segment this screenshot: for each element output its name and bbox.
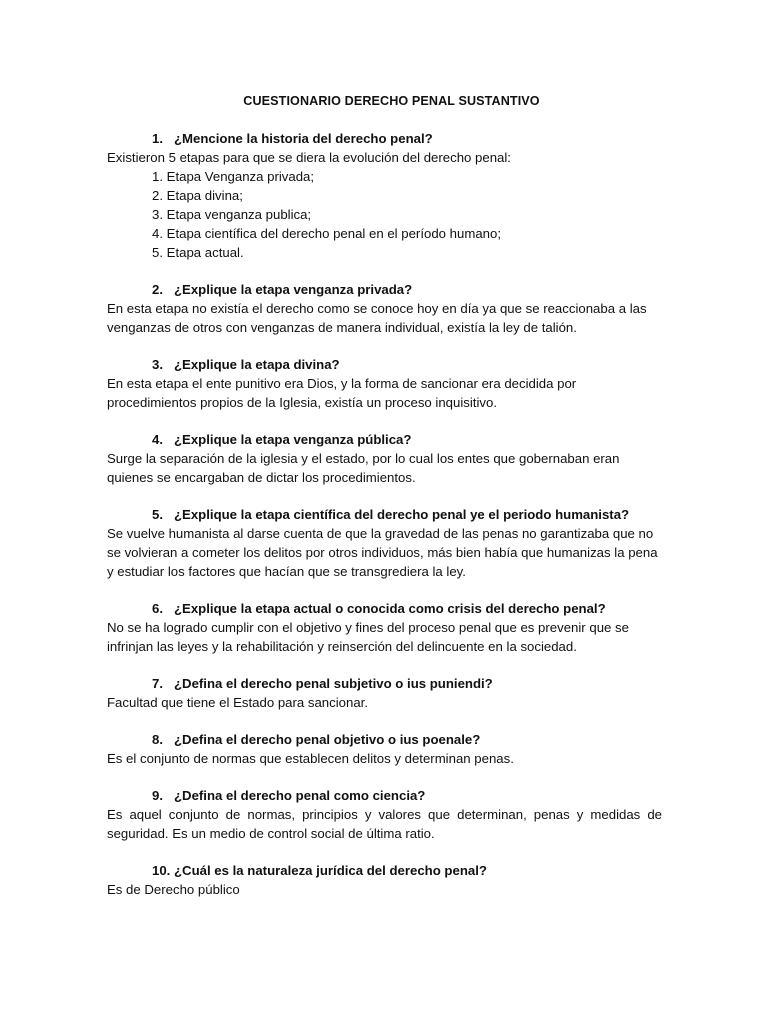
document-title: CUESTIONARIO DERECHO PENAL SUSTANTIVO (243, 94, 540, 108)
question-text: ¿Explique la etapa científica del derecho penal ye el periodo humanista? (174, 507, 630, 522)
answer-text: Es de Derecho público (107, 882, 240, 897)
question-number: 4. (152, 432, 163, 447)
list-item: 2. Etapa divina; (152, 188, 243, 203)
list-item: 5. Etapa actual. (152, 245, 244, 260)
list-item: 4. Etapa científica del derecho penal en el período humano; (152, 226, 501, 241)
answer-text: Es el conjunto de normas que establecen delitos y determinan penas. (107, 751, 514, 766)
question-text: ¿Explique la etapa venganza privada? (174, 282, 413, 297)
answer-text: Existieron 5 etapas para que se diera la evolución del derecho penal: (107, 150, 511, 165)
question-number: 6. (152, 601, 163, 616)
question-number: 8. (152, 732, 163, 747)
question-heading (107, 674, 662, 693)
question-number: 9. (152, 788, 163, 803)
question-number: 5. (152, 507, 163, 522)
question-block-9 (107, 786, 662, 843)
answer-text: Es aquel conjunto de normas, principios y valores que determinan, penas y medidas de seguridad. Es un medio de control social de última ratio. (107, 807, 662, 841)
question-heading (107, 355, 662, 374)
question-text: ¿Explique la etapa actual o conocida como crisis del derecho penal? (174, 601, 606, 616)
question-number: 7. (152, 676, 163, 691)
question-text: ¿Defina el derecho penal como ciencia? (174, 788, 426, 803)
document-page (107, 92, 662, 917)
question-heading (107, 280, 662, 299)
question-block-10 (107, 861, 662, 899)
question-block-3 (107, 355, 662, 412)
answer-text: No se ha logrado cumplir con el objetivo y fines del proceso penal que es prevenir que se infrinjan las leyes y la rehabilitación y reinserción del delincuente en la sociedad. (107, 620, 629, 654)
question-text: ¿Explique la etapa venganza pública? (174, 432, 412, 447)
question-block-1 (107, 129, 662, 262)
question-heading (107, 730, 662, 749)
question-block-6 (107, 599, 662, 656)
question-block-4 (107, 430, 662, 487)
question-heading (107, 430, 662, 449)
question-text: ¿Mencione la historia del derecho penal? (174, 131, 433, 146)
question-block-7 (107, 674, 662, 712)
question-block-8 (107, 730, 662, 768)
question-text: ¿Explique la etapa divina? (174, 357, 340, 372)
question-text: ¿Cuál es la naturaleza jurídica del derecho penal? (174, 863, 487, 878)
question-heading (107, 786, 662, 805)
question-number: 1. (152, 131, 163, 146)
question-number: 2. (152, 282, 163, 297)
question-text: ¿Defina el derecho penal objetivo o ius poenale? (174, 732, 481, 747)
stages-list (107, 167, 662, 262)
list-item: 3. Etapa venganza publica; (152, 207, 312, 222)
question-block-5 (107, 505, 662, 581)
answer-text: Se vuelve humanista al darse cuenta de que la gravedad de las penas no garantizaba que no se volvieran a cometer los delitos por otros individuos, más bien había que humanizas la pena y estudiar los factores que hacían que se transgrediera la ley. (107, 526, 658, 579)
question-number: 10. (152, 863, 171, 878)
question-text: ¿Defina el derecho penal subjetivo o ius puniendi? (174, 676, 493, 691)
question-heading (107, 599, 662, 618)
question-heading (107, 129, 662, 148)
question-block-2 (107, 280, 662, 337)
answer-text: En esta etapa el ente punitivo era Dios, y la forma de sancionar era decidida por procedimientos propios de la Iglesia, existía un proceso inquisitivo. (107, 376, 577, 410)
answer-text: En esta etapa no existía el derecho como se conoce hoy en día ya que se reaccionaba a las venganzas de otros con venganzas de manera individual, existía la ley de talión. (107, 301, 647, 335)
list-item: 1. Etapa Venganza privada; (152, 169, 315, 184)
question-heading (107, 505, 662, 524)
question-number: 3. (152, 357, 163, 372)
answer-text: Facultad que tiene el Estado para sancionar. (107, 695, 368, 710)
answer-text: Surge la separación de la iglesia y el estado, por lo cual los entes que gobernaban eran quienes se encargaban de dictar los procedimientos. (107, 451, 620, 485)
question-heading (107, 861, 662, 880)
